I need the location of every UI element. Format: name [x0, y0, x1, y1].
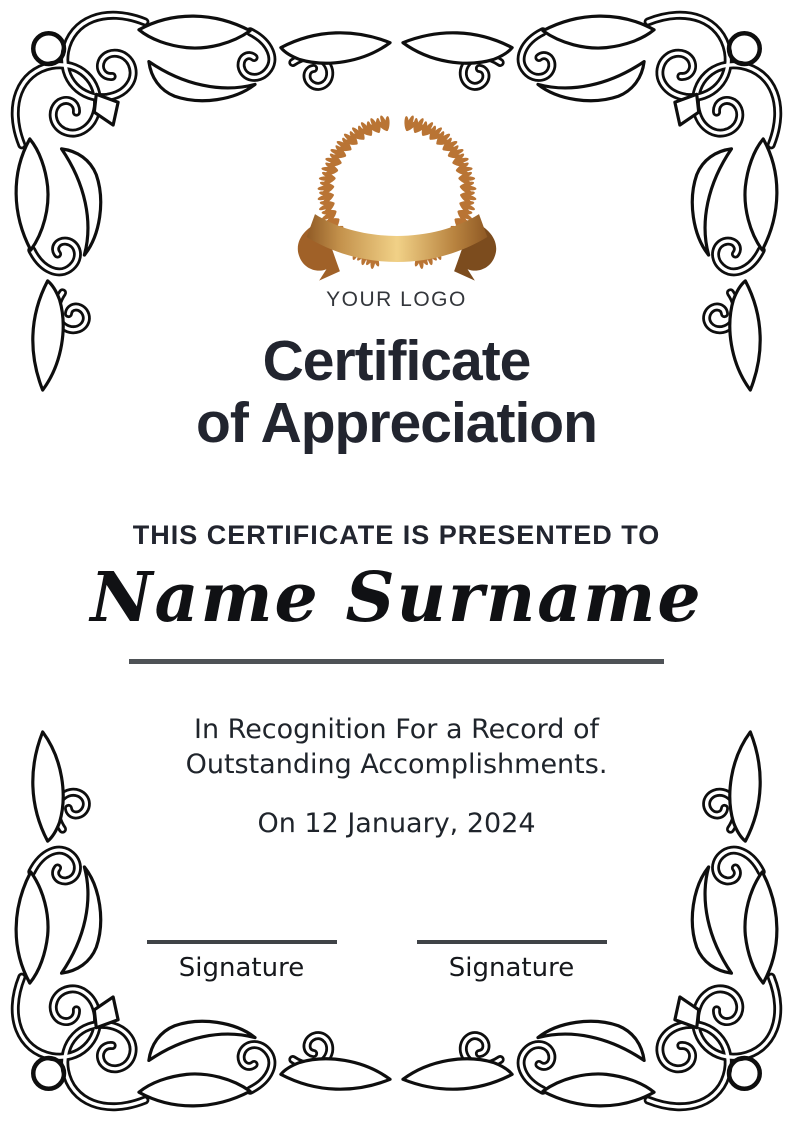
- logo-block: [0, 106, 793, 312]
- corner-flourish-bottom-right: [396, 725, 793, 1122]
- certificate-title-line2: of Appreciation: [196, 391, 597, 455]
- corner-flourish-bottom-left: [0, 725, 397, 1122]
- signature-block-left: [147, 940, 337, 983]
- signature-row: [0, 940, 773, 983]
- recognition-text: [0, 712, 793, 782]
- recognition-line1: In Recognition For a Record of: [193, 714, 600, 745]
- date-text: On 12 January, 2024: [257, 808, 536, 839]
- recognition-line2: Outstanding Accomplishments.: [185, 749, 608, 780]
- laurel-wreath-icon: [288, 106, 506, 285]
- recipient-name: Name Surname: [90, 558, 703, 638]
- recipient-name-underline: [129, 659, 664, 664]
- signature-line-left: [147, 940, 337, 944]
- presented-to-text: THIS CERTIFICATE IS PRESENTED TO: [132, 520, 661, 550]
- logo-label: YOUR LOGO: [326, 288, 467, 311]
- certificate-title: [0, 330, 793, 454]
- signature-block-right: [417, 940, 607, 983]
- signature-line-right: [417, 940, 607, 944]
- certificate-title-line1: Certificate: [262, 329, 531, 393]
- signature-label-right: Signature: [448, 953, 575, 983]
- signature-label-left: Signature: [178, 953, 305, 983]
